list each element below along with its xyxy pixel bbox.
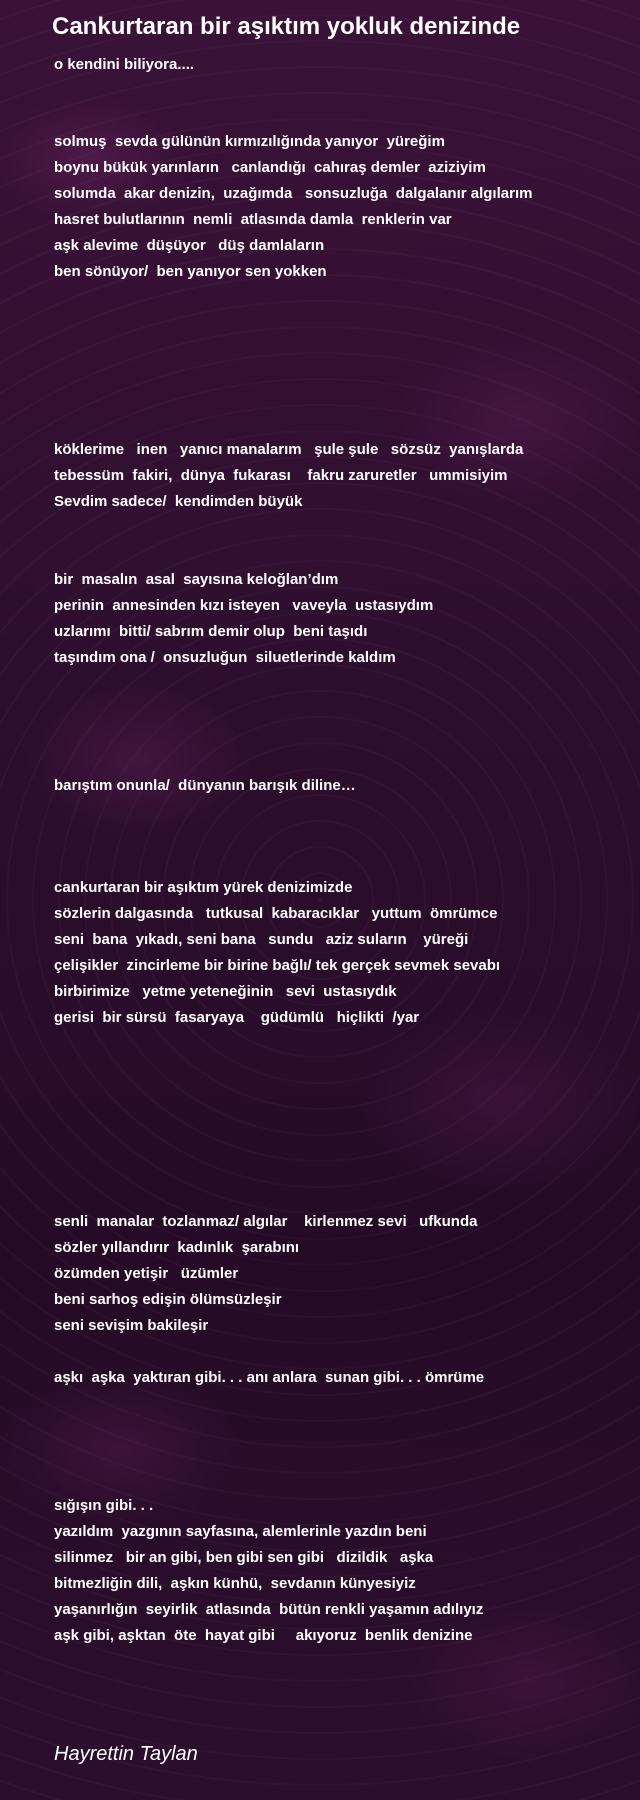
poem-line: köklerime inen yanıcı manalarım şule şule sözsüz yanışlarda xyxy=(54,441,524,458)
poem-line: yaşanırlığın seyirlik atlasında bütün renkli yaşamın adılıyız xyxy=(54,1601,484,1618)
poem-author: Hayrettin Taylan xyxy=(54,1743,198,1765)
poem-line: aşk gibi, aşktan öte hayat gibi akıyoruz benlik denizine xyxy=(54,1627,473,1644)
poem-line: taşındım ona / onsuzluğun siluetlerinde kaldım xyxy=(54,649,396,666)
poem-line: solmuş sevda gülünün kırmızılığında yanıyor yüreğim xyxy=(54,133,445,150)
poem-line: birbirimize yetme yeteneğinin sevi ustasıydık xyxy=(54,983,397,1000)
poem-line: bir masalın asal sayısına keloğlan’dım xyxy=(54,571,339,588)
poem-line: aşkı aşka yaktıran gibi. . . anı anlara sunan gibi. . . ömrüme xyxy=(54,1369,485,1386)
poem-line: sığışın gibi. . . xyxy=(54,1497,154,1514)
poem-subtitle: o kendini biliyora.... xyxy=(54,56,195,73)
poem-line: gerisi bir sürsü fasaryaya güdümlü hiçlikti /yar xyxy=(54,1009,420,1026)
poem-line: ben sönüyor/ ben yanıyor sen yokken xyxy=(54,263,327,280)
poem-line: solumda akar denizin, uzağımda sonsuzluğa dalgalanır algılarım xyxy=(54,185,533,202)
poem-line: seni bana yıkadı, seni bana sundu aziz suların yüreği xyxy=(54,931,469,948)
poem-line: yazıldım yazgının sayfasına, alemlerinle yazdın beni xyxy=(54,1523,427,1540)
poem-line: cankurtaran bir aşıktım yürek denizimizde xyxy=(54,879,353,896)
poem-line: barıştım onunla/ dünyanın barışık diline… xyxy=(54,777,356,794)
poem-line: hasret bulutlarının nemli atlasında damla renklerin var xyxy=(54,211,452,228)
poem-line: özümden yetişir üzümler xyxy=(54,1265,239,1282)
poem-line: boynu bükük yarınların canlandığı cahıraş demler aziziyim xyxy=(54,159,486,176)
poem-line: seni sevişim bakileşir xyxy=(54,1317,209,1334)
poem-line: sözlerin dalgasında tutkusal kabaracıklar yuttum ömrümce xyxy=(54,905,498,922)
poem-line: Sevdim sadece/ kendimden büyük xyxy=(54,493,303,510)
poem-line: silinmez bir an gibi, ben gibi sen gibi dizildik aşka xyxy=(54,1549,434,1566)
poem-line: beni sarhoş edişin ölümsüzleşir xyxy=(54,1291,282,1308)
poem-line: sözler yıllandırır kadınlık şarabını xyxy=(54,1239,300,1256)
poem-line: aşk alevime düşüyor düş damlaların xyxy=(54,237,325,254)
poem-line: uzlarımı bitti/ sabrım demir olup beni taşıdı xyxy=(54,623,368,640)
poem-title: Cankurtaran bir aşıktım yokluk denizinde xyxy=(52,13,521,40)
poem-line: bitmezliğin dili, aşkın künhü, sevdanın künyesiyiz xyxy=(54,1575,416,1592)
poem-line: tebessüm fakiri, dünya fukarası fakru zaruretler ummisiyim xyxy=(54,467,508,484)
poem-line: perinin annesinden kızı isteyen vaveyla ustasıydım xyxy=(54,597,434,614)
poem-line: senli manalar tozlanmaz/ algılar kirlenmez sevi ufkunda xyxy=(54,1213,478,1230)
poem-line: çelişikler zincirleme bir birine bağlı/ tek gerçek sevmek sevabı xyxy=(54,957,501,974)
